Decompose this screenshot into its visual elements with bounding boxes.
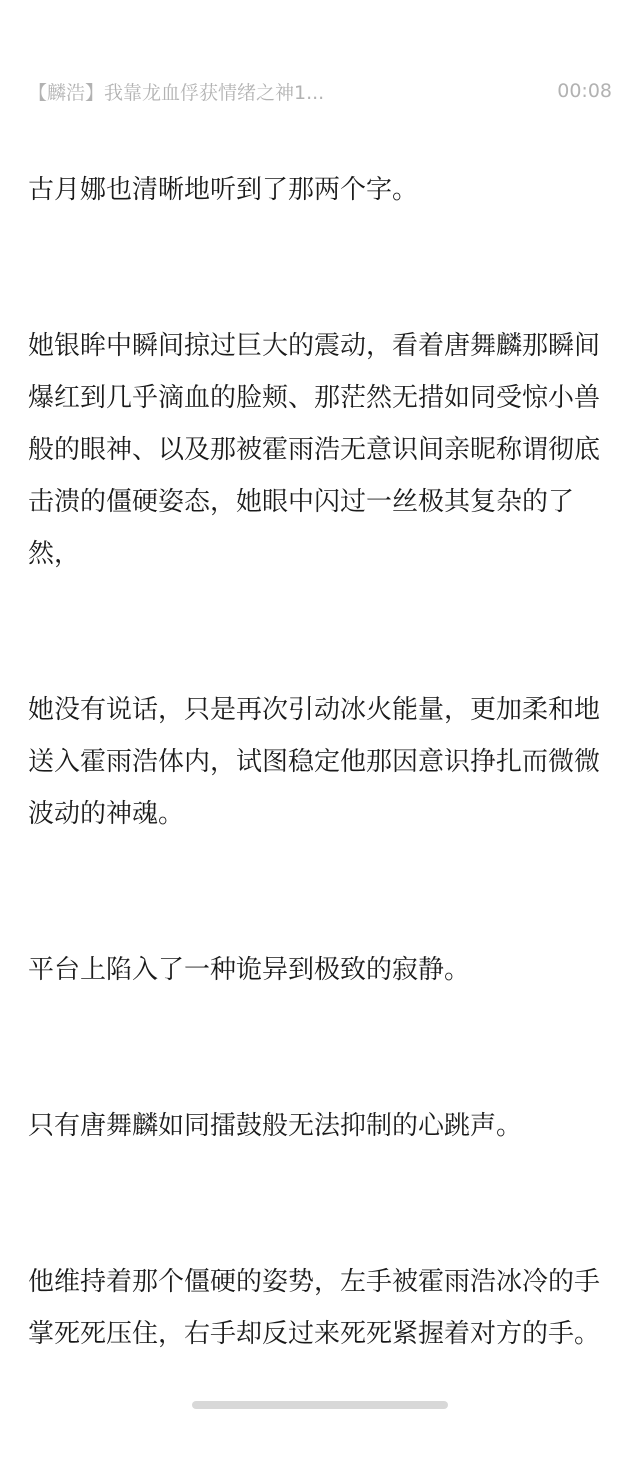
reader-header (28, 74, 612, 108)
paragraph-5: 只有唐舞麟如同擂鼓般无法抑制的心跳声。 (28, 1111, 523, 1141)
paragraph-2: 她银眸中瞬间掠过巨大的震动，看着唐舞麟那瞬间爆红到几乎滴血的脸颊、那茫然无措如同受惊小兽般的眼神、以及那被霍雨浩无意识间亲昵称谓彻底击溃的僵硬姿态，她眼中闪过一丝极其复杂的了然， (28, 331, 601, 569)
chapter-title: 【麟浩】我靠龙血俘获情绪之神1... (28, 81, 325, 104)
paragraph-1: 古月娜也清晰地听到了那两个字。 (28, 175, 419, 205)
clock-time: 00:08 (557, 80, 612, 102)
paragraph-4: 平台上陷入了一种诡异到极致的寂静。 (28, 955, 471, 985)
paragraph-3: 她没有说话，只是再次引动冰火能量，更加柔和地送入霍雨浩体内，试图稳定他那因意识挣扎而微微波动的神魂。 (28, 695, 601, 829)
paragraph-6: 他维持着那个僵硬的姿势，左手被霍雨浩冰冷的手掌死死压住，右手却反过来死死紧握着对方的手。 (28, 1267, 601, 1349)
home-indicator[interactable] (192, 1401, 448, 1409)
chapter-text (28, 164, 612, 1464)
